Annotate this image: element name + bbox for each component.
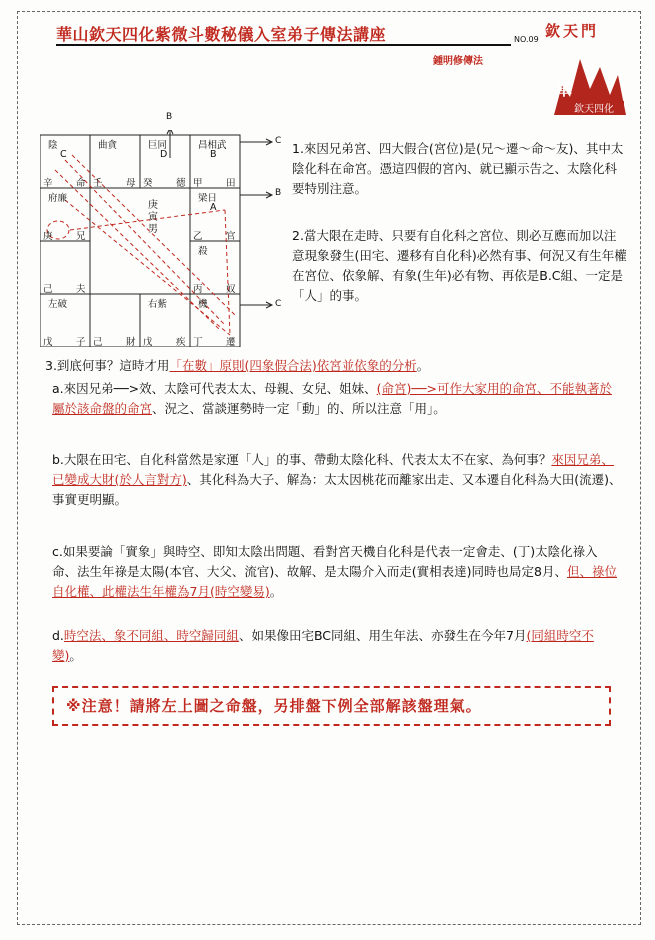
point-a-highlight: (命宮)──> xyxy=(376,381,437,396)
chart-cell-bl: 庚 xyxy=(43,231,53,242)
chart-cell-top: 梁日 xyxy=(198,193,218,204)
point-1: 1.來因兄弟宮、四大假合(宮位)是(兄～遷～命～友)、其中太陰化科在命宮。憑這四假的宮內、就已顯示告之、太陰化科要特別注意。 xyxy=(292,141,624,196)
point-3-highlight: 「在數」原則(四象假合法)依宮並依象的分析 xyxy=(169,358,417,373)
chart-cell-bl: 戊 xyxy=(43,337,53,348)
chart-cell-bl: 乙 xyxy=(193,231,203,242)
chart-cell-br: 官 xyxy=(226,231,236,242)
point-d-highlight: 時空法、象不同組、時空歸同組 xyxy=(63,628,239,643)
chart-cell-br: 遷 xyxy=(226,337,236,348)
center-branch: 寅 xyxy=(148,212,158,223)
chart-cell-br: 命 xyxy=(76,178,86,189)
arrow-label-right-c: C xyxy=(275,136,282,146)
point-b-text: b.大限在田宅、自化科當然是家運「人」的事、帶動太陰化科、代表太太不在家、為何事？ xyxy=(52,452,552,467)
notice-box xyxy=(52,686,611,726)
point-c-text: c.如果要論「實象」與時空、即知太陰出問題、看對宮天機自化科是代表一定會走、(丁)太陰化祿入命、法生年祿是太陽(本官、大父、流官)、故解、是太陽介入而走(實相表達)同時也局定8月、 xyxy=(52,544,598,579)
chart-cell-br: 財 xyxy=(126,337,136,348)
point-b-highlight: 來因兄弟、已變成大財(於人言對方) xyxy=(52,452,614,487)
point-2: 2.當大限在走時、只要有自化科之宮位、則必互應而加以注意現象發生(田宅、遷移有自化科)必然有事、何況又有生年權在宮位、依象解、有象(生年)必有物、再依是B.C組、一定是「人」的事。 xyxy=(292,228,627,303)
chart-cell-top: 昌相武 xyxy=(198,140,227,151)
chart-cell-mid: D xyxy=(160,149,168,160)
astrology-chart xyxy=(40,112,282,348)
svg-text:欽天四化: 欽天四化 xyxy=(574,104,614,115)
chart-cell-mid: B xyxy=(210,149,217,160)
teacher-name: 鍾明修傳法 xyxy=(433,56,483,67)
chart-cell-top: 左破 xyxy=(48,299,68,310)
chart-cell-mid: A xyxy=(210,202,217,213)
point-d xyxy=(52,626,622,666)
point-c xyxy=(52,542,622,602)
point-a-text: a.來因兄弟──>效、太陰可代表太太、母親、女兒、姐妹、 xyxy=(52,381,377,396)
point-d-text: 、如果像田宅BC同組、用生年法、亦發生在今年7月 xyxy=(238,628,527,643)
chart-cell-br: 德 xyxy=(176,178,186,189)
chart-cell-top: 巨同 xyxy=(148,140,168,151)
point-b-rest: 、其化科為大子、解為：太太因桃花而離家出走、又本遷自化科為大田(流遷)、事實更明顯。 xyxy=(52,472,622,507)
chart-cell-bl: 丁 xyxy=(193,337,203,348)
chart-cell-br: 奴 xyxy=(226,284,236,295)
chart-cell-mid: C xyxy=(60,149,67,160)
point-d-label: d. xyxy=(52,628,64,643)
point-3-lead: 3.到底何事？這時才用 xyxy=(45,358,170,373)
title-underline xyxy=(56,44,511,46)
lecture-number: NO.09 xyxy=(514,35,539,44)
chart-cell-top: 殺 xyxy=(198,246,208,257)
chart-cell-br: 母 xyxy=(126,178,136,189)
notice-text: ※注意！請將左上圖之命盤，另排盤下例全部解該盤理氣。 xyxy=(66,697,482,715)
chart-cell-bl: 己 xyxy=(93,337,103,348)
arrow-label-right-c2: C xyxy=(275,299,282,309)
page-title: 華山欽天四化紫微斗數秘儀入室弟子傳法講座 xyxy=(56,25,387,44)
chart-cell-top: 機 xyxy=(198,299,208,310)
svg-text:華: 華 xyxy=(556,80,573,99)
point-a-highlight-2: 可作大家用的命宮、不能執著於屬於該命盤的命宮 xyxy=(52,381,612,416)
chart-cell-br: 夫 xyxy=(76,284,86,295)
seal-logo xyxy=(550,45,628,117)
point-d-highlight-2: (同組時空不變) xyxy=(52,628,594,663)
point-a xyxy=(52,379,622,419)
chart-cell-bl: 甲 xyxy=(193,178,203,189)
point-c-highlight: 但、祿位自化權、此權法生年權為7月(時空變易) xyxy=(52,564,617,599)
chart-cell-br: 兄 xyxy=(76,231,86,242)
brand-name: 欽天門 xyxy=(545,22,600,40)
chart-cell-bl: 丙 xyxy=(193,284,203,295)
chart-center xyxy=(148,200,158,236)
chart-cell-top: 曲貪 xyxy=(98,140,118,151)
chart-cell-top: 右紫 xyxy=(148,299,168,310)
center-gender: 男 xyxy=(148,224,158,235)
arrow-label-top: B xyxy=(166,112,173,122)
chart-cell-bl: 壬 xyxy=(93,178,103,189)
point-b xyxy=(52,450,622,510)
chart-cell-br: 子 xyxy=(76,337,86,348)
point-c-end: 。 xyxy=(269,584,283,599)
chart-cell-top: 陰 xyxy=(48,140,58,151)
chart-cell-bl: 辛 xyxy=(43,178,53,189)
chart-cell-bl: 戊 xyxy=(143,337,153,348)
chart-cell-bl: 癸 xyxy=(143,178,153,189)
point-3 xyxy=(45,356,625,376)
chart-cell-br: 疾 xyxy=(176,337,186,348)
point-a-rest: 、況之、當談運勢時一定「動」的、所以注意「用」。 xyxy=(152,401,446,416)
chart-cell-br: 田 xyxy=(226,178,236,189)
point-d-end: 。 xyxy=(69,648,82,663)
point-3-end: 。 xyxy=(416,358,430,373)
center-stem: 庚 xyxy=(148,200,158,211)
chart-cell-bl: 己 xyxy=(43,284,53,295)
chart-cell-top: 府廉 xyxy=(48,193,68,204)
arrow-label-right-b: B xyxy=(275,188,282,198)
